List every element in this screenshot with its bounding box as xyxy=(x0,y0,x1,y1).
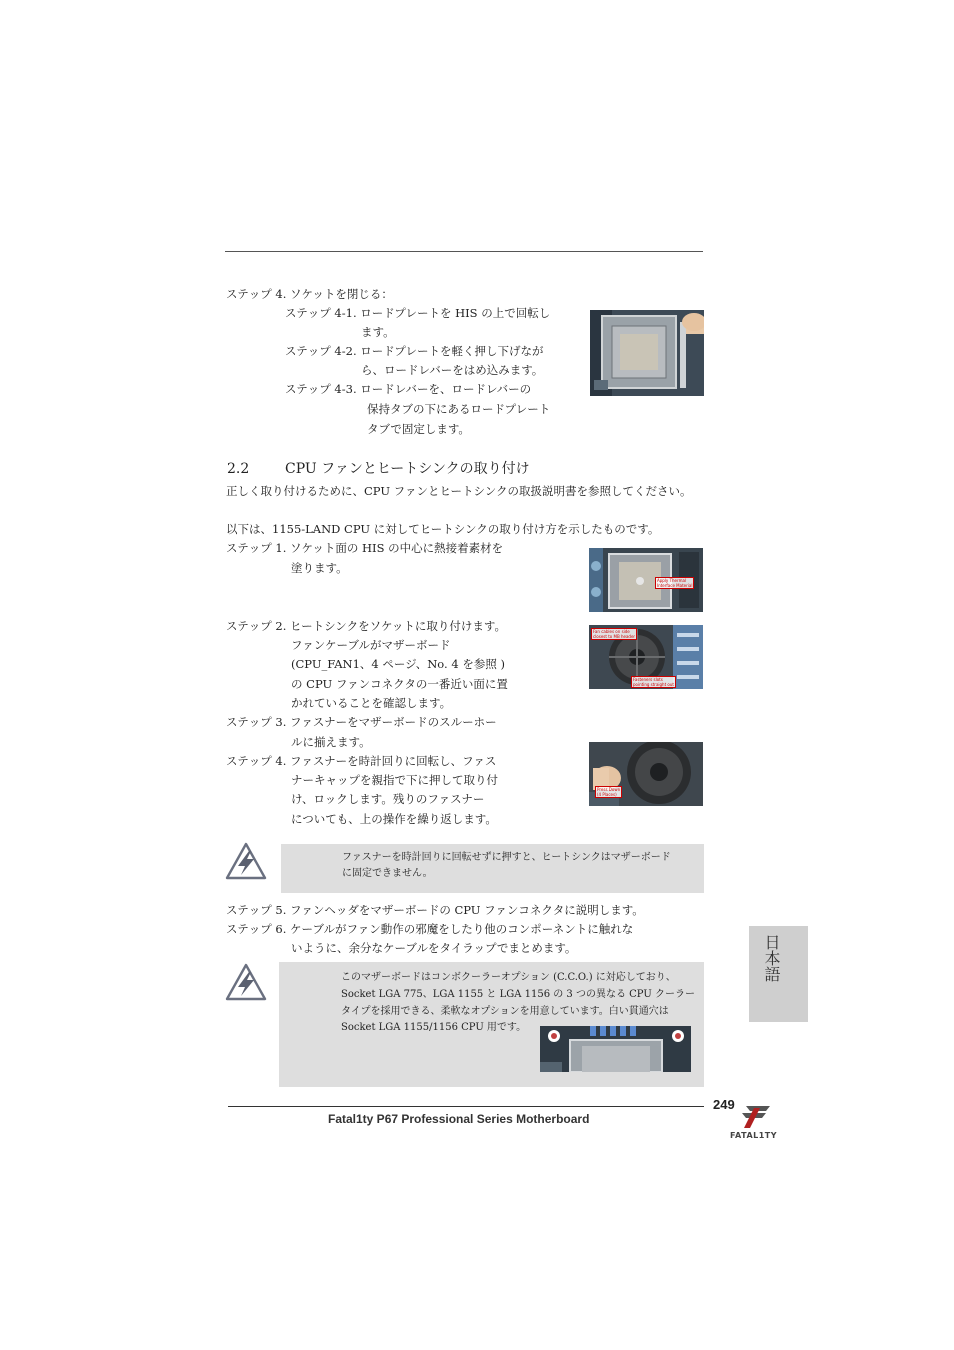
hs-step4-line3: け、ロックします。残りのファスナー xyxy=(291,792,485,806)
note-box-1 xyxy=(281,844,704,893)
socket-close-photo xyxy=(590,310,704,396)
language-tab-label: 日本語 xyxy=(762,934,781,982)
header-rule xyxy=(225,251,703,252)
section-number: 2.2 xyxy=(227,461,250,477)
note1-line2: に固定できません。 xyxy=(342,868,433,879)
hs-step3-line1: ステップ 3. ファスナーをマザーボードのスルーホー xyxy=(226,715,497,729)
step4-1-cont: ます。 xyxy=(361,325,395,339)
note2-line2: Socket LGA 775、LGA 1155 と LGA 1156 の 3 つの異なる CPU クーラー xyxy=(341,989,695,1000)
step4-3-cont1: 保持タブの下にあるロードプレート xyxy=(367,402,551,416)
step4-2-cont: ら、ロードレバーをはめ込みます。 xyxy=(361,363,544,377)
caution-icon-2 xyxy=(225,963,267,1001)
step4-2-line: ステップ 4-2. ロードプレートを軽く押し下げなが xyxy=(285,344,544,358)
step4-3-line: ステップ 4-3. ロードレバーを、ロードレバーの xyxy=(285,382,532,396)
press-caption-1: Press Down xyxy=(597,787,621,792)
hs-step2-line4: の CPU ファンコネクタの一番近い面に置 xyxy=(291,677,508,691)
step4-heading: ステップ 4. ソケットを閉じる： xyxy=(226,287,393,301)
hs-step4-line4: についても、上の操作を繰り返します。 xyxy=(291,812,497,826)
note2-line4: Socket LGA 1155/1156 CPU 用です。 xyxy=(341,1022,527,1033)
hs-step3-line2: ルに揃えます。 xyxy=(291,735,371,749)
hs-step2-line5: かれていることを確認します。 xyxy=(291,696,452,710)
thermal-caption-2: Interface Material xyxy=(657,583,693,588)
section-lead: 以下は、1155-LAND CPU に対してヒートシンクの取り付け方を示したものです。 xyxy=(226,522,660,536)
hs-step5: ステップ 5. ファンヘッダをマザーボードの CPU ファンコネクタに説明します。 xyxy=(226,903,644,917)
hs-step2-line1: ステップ 2. ヒートシンクをソケットに取り付けます。 xyxy=(226,619,506,633)
footer-rule xyxy=(228,1106,704,1107)
note1-line1: ファスナーを時計回りに回転せずに押すと、ヒートシンクはマザーボード xyxy=(342,852,671,863)
fastener-caption-1: Fasteners slots xyxy=(633,677,663,682)
section-intro: 正しく取り付けるために、CPU ファンとヒートシンクの取扱説明書を参照してください。 xyxy=(226,484,692,498)
fan-cable-caption-1: Fan cables on side xyxy=(593,629,630,634)
logo-wordmark: FATAL1TY xyxy=(730,1131,778,1140)
fastener-press-photo xyxy=(589,742,703,806)
thermal-paste-photo xyxy=(589,548,703,612)
press-caption-2: (4 Places) xyxy=(597,792,617,797)
hs-step4-line2: ナーキャップを親指で下に押して取り付 xyxy=(291,773,498,787)
note2-line1: このマザーボードはコンボクーラーオプション (C.C.O.) に対応しており、 xyxy=(341,972,676,983)
hs-step6-line2: いように、余分なケーブルをタイラップでまとめます。 xyxy=(291,941,577,955)
caution-icon xyxy=(225,842,267,880)
hs-step1-line1: ステップ 1. ソケット面の HIS の中心に熱接着素材を xyxy=(226,541,504,555)
cco-holes-photo xyxy=(540,1026,691,1072)
fatal1ty-logo xyxy=(728,1104,786,1146)
fastener-caption-2: pointing straight out xyxy=(633,682,674,687)
section-title: CPU ファンとヒートシンクの取り付け xyxy=(285,461,530,477)
hs-step1-line2: 塗ります。 xyxy=(291,561,348,575)
language-tab xyxy=(749,926,808,1022)
note-box-2 xyxy=(279,962,704,1087)
hs-step6-line1: ステップ 6. ケーブルがファン動作の邪魔をしたり他のコンポーネントに触れな xyxy=(226,922,634,936)
step4-1-line: ステップ 4-1. ロードプレートを HIS の上で回転し xyxy=(285,306,551,320)
step4-3-cont2: タブで固定します。 xyxy=(367,422,470,436)
fan-cable-caption-2: closest to MB header xyxy=(593,634,636,639)
page-number: 249 xyxy=(713,1097,735,1112)
hs-step2-line2: ファンケーブルがマザーボード xyxy=(291,638,451,652)
note2-line3: タイプを採用できる、柔軟なオプションを用意しています。白い貫通穴は xyxy=(341,1006,669,1017)
footer-title: Fatal1ty P67 Professional Series Motherboard xyxy=(328,1112,590,1126)
thermal-caption-1: Apply Thermal xyxy=(657,578,687,583)
heatsink-install-photo xyxy=(589,625,703,689)
hs-step4-line1: ステップ 4. ファスナーを時計回りに回転し、ファス xyxy=(226,754,497,768)
hs-step2-line3: (CPU_FAN1、4 ページ、No. 4 を参照 ) xyxy=(291,657,505,671)
